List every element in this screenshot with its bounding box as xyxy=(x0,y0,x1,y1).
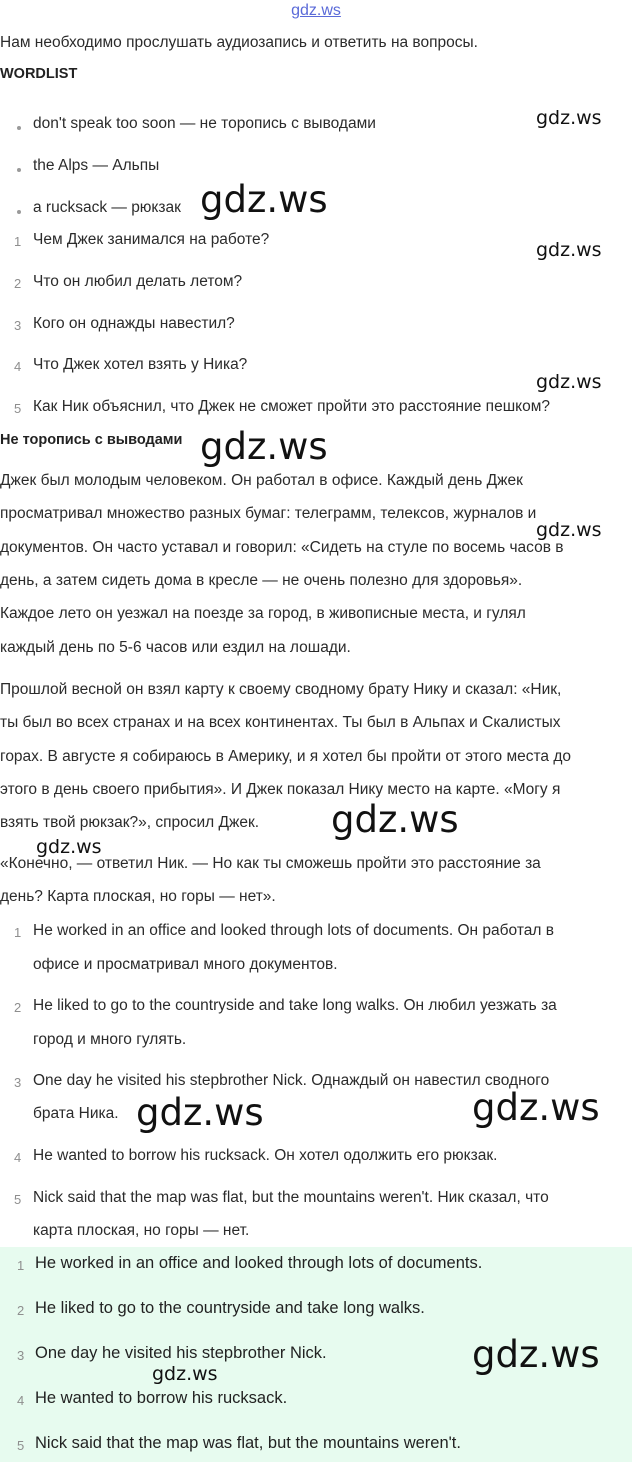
answer-line: карта плоская, но горы — нет. xyxy=(33,1222,250,1239)
translation-line: этого в день своего прибытия». И Джек показал Нику место на карте. «Могу я xyxy=(0,781,561,798)
final-answer-number: 5 xyxy=(17,1438,25,1453)
watermark: gdz.ws xyxy=(200,425,328,468)
watermark: gdz.ws xyxy=(331,798,459,841)
final-answer-text: He liked to go to the countryside and take long walks. xyxy=(35,1299,425,1317)
translation-line: день? Карта плоская, но горы — нет». xyxy=(0,888,276,905)
question-text: Чем Джек занимался на работе? xyxy=(33,231,270,248)
final-answer-number: 3 xyxy=(17,1348,25,1363)
intro-text: Нам необходимо прослушать аудиозапись и ответить на вопросы. xyxy=(0,34,478,51)
final-answer-number: 2 xyxy=(17,1303,25,1318)
question-text: Как Ник объяснил, что Джек не сможет пройти это расстояние пешком? xyxy=(33,398,550,415)
watermark: gdz.ws xyxy=(472,1333,600,1376)
answer-number: 4 xyxy=(14,1150,22,1165)
answer-number: 3 xyxy=(14,1075,22,1090)
watermark: gdz.ws xyxy=(36,836,102,858)
translation-line: Джек был молодым человеком. Он работал в офисе. Каждый день Джек xyxy=(0,472,523,489)
watermark: gdz.ws xyxy=(536,371,602,393)
translation-line: документов. Он часто уставал и говорил: «Сидеть на стуле по восемь часов в xyxy=(0,539,564,556)
answer-line: He wanted to borrow his rucksack. Он хотел одолжить его рюкзак. xyxy=(33,1147,498,1164)
translation-line: ты был во всех странах и на всех континентах. Ты был в Альпах и Скалистых xyxy=(0,714,561,731)
question-number: 3 xyxy=(14,318,22,333)
answer-line: город и много гулять. xyxy=(33,1031,187,1048)
final-answer-number: 4 xyxy=(17,1393,25,1408)
translation-line: горах. В августе я собираюсь в Америку, и я хотел бы пройти от этого места до xyxy=(0,748,572,765)
bullet-icon xyxy=(17,168,21,172)
answer-line: Nick said that the map was flat, but the mountains weren't. Ник сказал, что xyxy=(33,1189,549,1206)
wordlist-heading: WORDLIST xyxy=(0,66,78,82)
question-number: 5 xyxy=(14,401,22,416)
answer-line: One day he visited his stepbrother Nick. Однаждый он навестил сводного xyxy=(33,1072,550,1089)
answer-line: He worked in an office and looked through lots of documents. Он работал в xyxy=(33,922,554,939)
watermark: gdz.ws xyxy=(200,178,328,221)
translation-line: «Конечно, — ответил Ник. — Но как ты сможешь пройти это расстояние за xyxy=(0,855,541,872)
translation-title: Не торопись с выводами xyxy=(0,432,183,448)
final-answer-text: He wanted to borrow his rucksack. xyxy=(35,1389,288,1407)
watermark: gdz.ws xyxy=(536,519,602,541)
bullet-icon xyxy=(17,210,21,214)
translation-line: взять твой рюкзак?», спросил Джек. xyxy=(0,814,260,831)
answer-number: 2 xyxy=(14,1000,22,1015)
answer-number: 5 xyxy=(14,1192,22,1207)
question-text: Кого он однажды навестил? xyxy=(33,315,235,332)
answer-line: брата Ника. xyxy=(33,1105,119,1122)
watermark: gdz.ws xyxy=(536,107,602,129)
wordlist-item: a rucksack — рюкзак xyxy=(33,199,181,216)
question-text: Что Джек хотел взять у Ника? xyxy=(33,356,248,373)
question-number: 4 xyxy=(14,359,22,374)
wordlist-item: don't speak too soon — не торопись с выводами xyxy=(33,115,376,132)
translation-line: день, а затем сидеть дома в кресле — не очень полезно для здоровья». xyxy=(0,572,523,589)
final-answer-text: One day he visited his stepbrother Nick. xyxy=(35,1344,327,1362)
final-answer-text: He worked in an office and looked through lots of documents. xyxy=(35,1254,483,1272)
question-number: 2 xyxy=(14,276,22,291)
question-text: Что он любил делать летом? xyxy=(33,273,243,290)
question-number: 1 xyxy=(14,234,22,249)
watermark: gdz.ws xyxy=(152,1363,218,1385)
translation-line: Каждое лето он уезжал на поезде за город, в живописные места, и гулял xyxy=(0,605,526,622)
watermark: gdz.ws xyxy=(536,239,602,261)
answer-number: 1 xyxy=(14,925,22,940)
translation-line: Прошлой весной он взял карту к своему сводному брату Нику и сказал: «Ник, xyxy=(0,681,562,698)
wordlist-item: the Alps — Альпы xyxy=(33,157,160,174)
watermark: gdz.ws xyxy=(136,1091,264,1134)
site-logo-link[interactable]: gdz.ws xyxy=(291,2,341,19)
answer-line: He liked to go to the countryside and take long walks. Он любил уезжать за xyxy=(33,997,557,1014)
final-answer-number: 1 xyxy=(17,1258,25,1273)
bullet-icon xyxy=(17,126,21,130)
answer-line: офисе и просматривал много документов. xyxy=(33,956,338,973)
translation-line: просматривал множество разных бумаг: телеграмм, телексов, журналов и xyxy=(0,505,537,522)
final-answer-text: Nick said that the map was flat, but the mountains weren't. xyxy=(35,1434,461,1452)
watermark: gdz.ws xyxy=(472,1086,600,1129)
translation-line: каждый день по 5-6 часов или ездил на лошади. xyxy=(0,639,351,656)
